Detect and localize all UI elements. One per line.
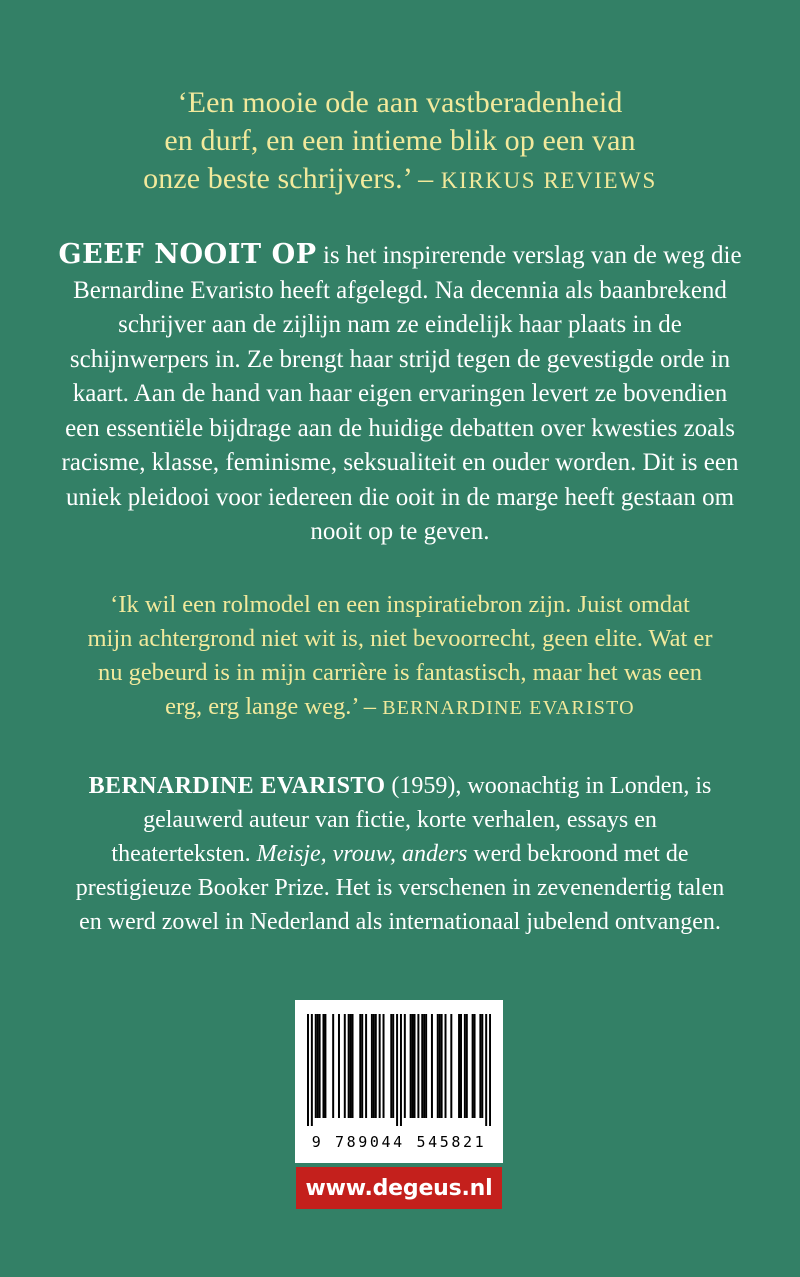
author-bio-part-1: (1959), woonachtig in Londen, is gelauwerd auteur van fictie, korte verhalen, essays en theaterteksten. bbox=[111, 772, 712, 867]
review-quote-line-2: en durf, en een intieme blik op een van bbox=[164, 124, 636, 157]
review-quote-line-3-text: onze beste schrijvers.’ – bbox=[143, 162, 441, 195]
review-quote-line-1: ‘Een mooie ode aan vastberadenheid bbox=[177, 86, 623, 119]
review-quote bbox=[90, 84, 710, 200]
barcode-inner bbox=[295, 1000, 503, 1130]
author-quote bbox=[85, 588, 715, 725]
blurb-text: is het inspirerende verslag van de weg die Bernardine Evaristo heeft afgelegd. Na decennia als baanbrekend schrijver aan de zijlijn nam ze eindelijk haar plaats in de schijnwerpers in. Ze brengt haar strijd tegen de gevestigde orde in kaart. Aan de hand van haar eigen ervaringen levert ze bovendien een essentiële bijdrage aan de huidige debatten over kwesties zoals racisme, klasse, feminisme, seksualiteit en ouder worden. Dit is een uniek pleidooi voor iedereen die ooit in de marge heeft gestaan om nooit op te geven. bbox=[61, 242, 742, 545]
author-bio bbox=[75, 769, 725, 939]
author-quote-text: ‘Ik wil een rolmodel en een inspiratiebron zijn. Juist omdat mijn achtergrond niet wit is, niet bevoorrecht, geen elite. Wat er nu gebeurd is in mijn carrière is fantastisch, maar het was een erg, erg lange weg.’ – bbox=[87, 590, 713, 720]
review-quote-line-3 bbox=[90, 160, 710, 200]
publisher-url-bar[interactable] bbox=[296, 1167, 502, 1209]
barcode-bars-icon bbox=[307, 1014, 491, 1126]
publisher-url-label: www.degeus.nl bbox=[305, 1175, 493, 1201]
barcode-digits: 9 789044 545821 bbox=[311, 1133, 487, 1151]
review-quote-source: KIRKUS REVIEWS bbox=[440, 168, 657, 193]
blurb-paragraph bbox=[55, 238, 745, 550]
author-bio-name: BERNARDINE EVARISTO bbox=[88, 772, 386, 799]
barcode-block bbox=[295, 1000, 503, 1163]
author-bio-part-2: werd bekroond met de prestigieuze Booker Prize. Het is verschenen in zevenendertig talen en werd zowel in Nederland als internationaal jubelend ontvangen. bbox=[75, 840, 725, 935]
author-bio-italic-title: Meisje, vrouw, anders bbox=[256, 840, 468, 867]
author-quote-source: BERNARDINE EVARISTO bbox=[382, 696, 635, 719]
blurb-book-title: GEEF NOOIT OP bbox=[58, 239, 317, 270]
